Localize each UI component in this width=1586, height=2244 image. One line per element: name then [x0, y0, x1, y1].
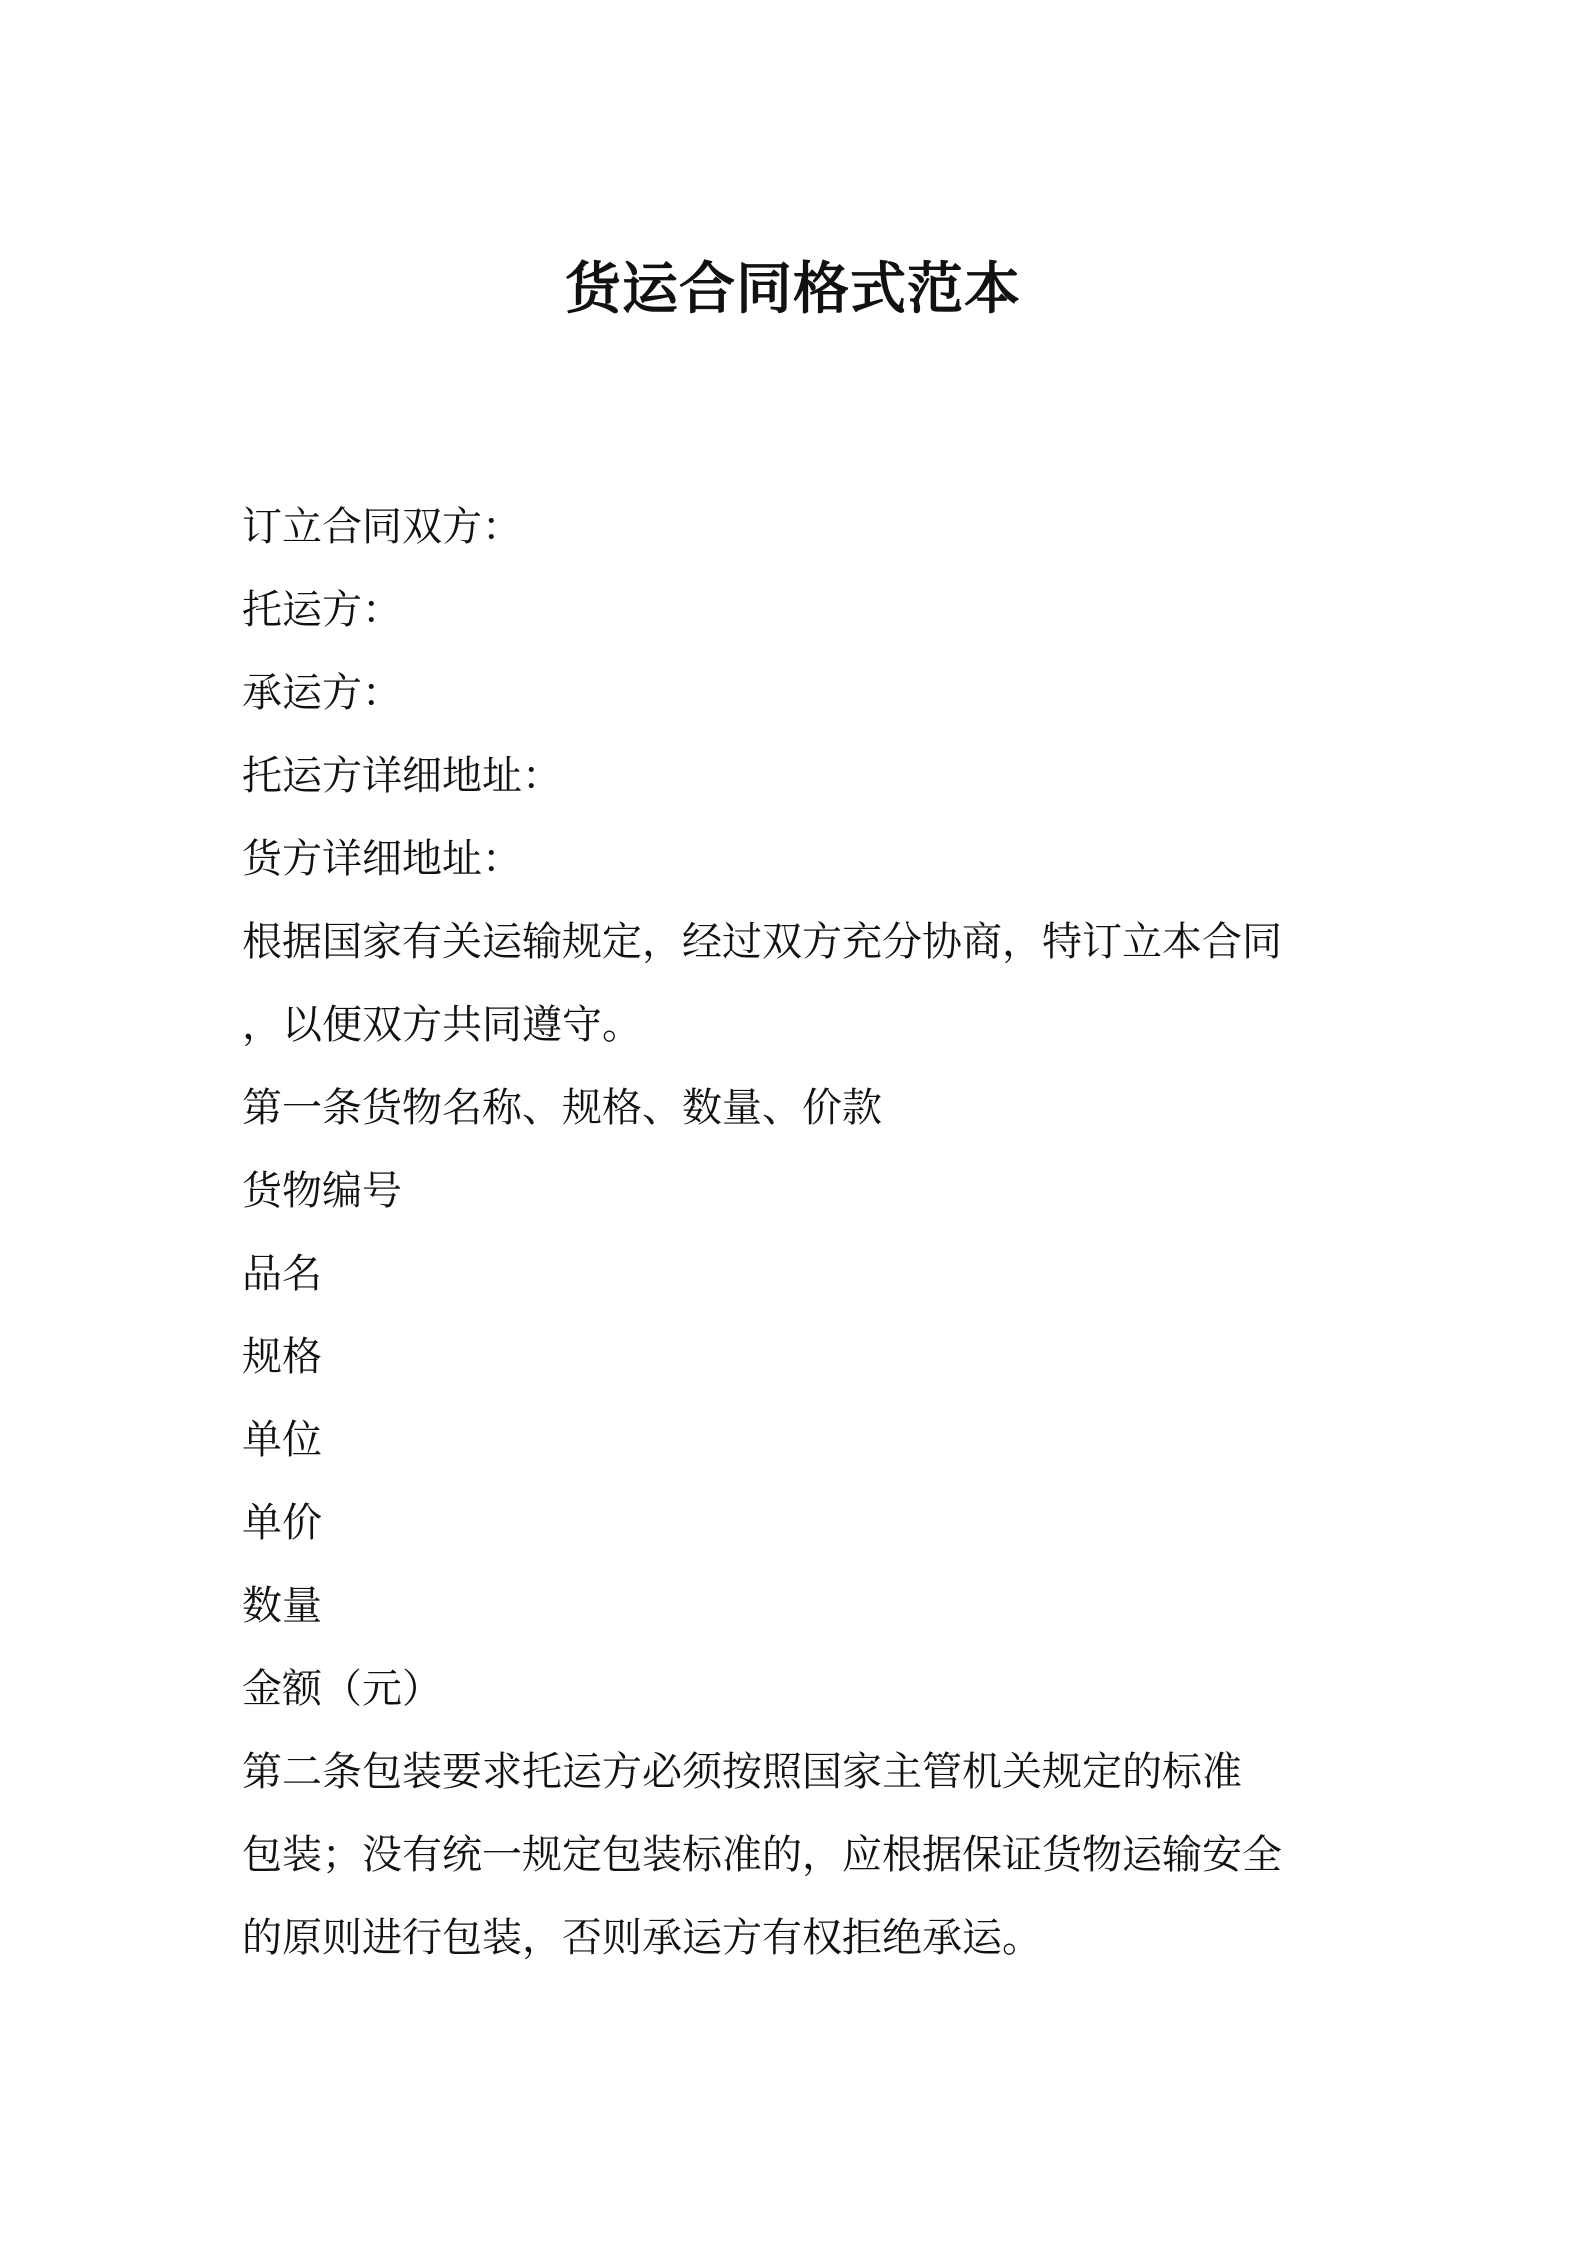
contract-parties-label: 订立合同双方： — [242, 504, 522, 550]
cargo-owner-address-label: 货方详细地址： — [242, 836, 522, 882]
document-title: 货运合同格式范本 — [565, 257, 1021, 322]
field-quantity: 数量 — [242, 1583, 322, 1629]
article-2-line-2: 包装；没有统一规定包装标准的，应根据保证货物运输安全 — [242, 1832, 1282, 1878]
article-2-line-1: 第二条包装要求托运方必须按照国家主管机关规定的标准 — [242, 1749, 1242, 1795]
field-cargo-number: 货物编号 — [242, 1168, 402, 1214]
field-amount: 金额（元） — [242, 1666, 442, 1712]
shipper-address-label: 托运方详细地址： — [242, 753, 562, 799]
preamble-line-1: 根据国家有关运输规定，经过双方充分协商，特订立本合同 — [242, 919, 1282, 965]
field-product-name: 品名 — [242, 1251, 322, 1297]
shipper-label: 托运方： — [242, 587, 402, 633]
preamble-line-2: ，以便双方共同遵守。 — [242, 1002, 642, 1048]
article-2-line-3: 的原则进行包装，否则承运方有权拒绝承运。 — [242, 1915, 1042, 1961]
document-body — [242, 486, 1362, 1980]
field-unit-price: 单价 — [242, 1500, 322, 1546]
article-1-heading: 第一条货物名称、规格、数量、价款 — [242, 1085, 882, 1131]
field-unit: 单位 — [242, 1417, 322, 1463]
carrier-label: 承运方： — [242, 670, 402, 716]
field-specification: 规格 — [242, 1334, 322, 1380]
